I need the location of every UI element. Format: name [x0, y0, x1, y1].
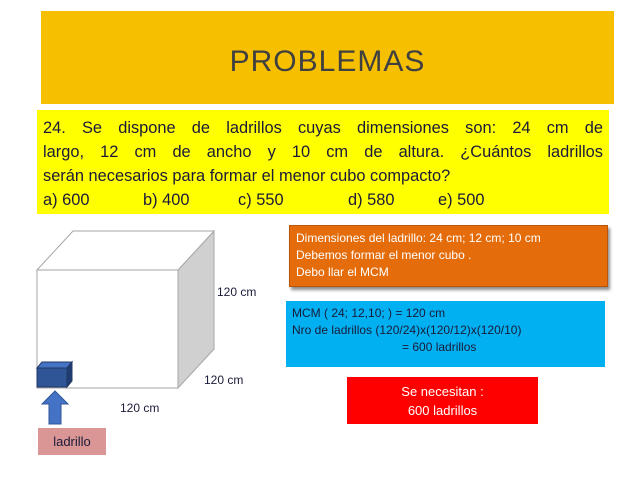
mcm-calculation-box: [286, 301, 605, 367]
answer-box: [347, 377, 538, 424]
brick-label: [38, 428, 106, 455]
problem-line-2: largo, 12 cm de ancho y 10 cm de altura. ¿Cuántos ladrillos: [43, 143, 603, 161]
cube-height-label: 120 cm: [217, 285, 257, 299]
option-c: c) 550: [238, 191, 284, 209]
problem-line-1: 24. Se dispone de ladrillos cuyas dimensiones son: 24 cm de: [43, 119, 603, 137]
option-a: a) 600: [43, 191, 90, 209]
option-e: e) 500: [438, 191, 485, 209]
orange-line-3: Debo llar el MCM: [296, 265, 389, 279]
page-title: PROBLEMAS: [229, 44, 426, 78]
cube-depth-label: 120 cm: [204, 373, 244, 387]
orange-line-1: Dimensiones del ladrillo: 24 cm; 12 cm; 10 cm: [296, 231, 541, 245]
blue-line-3: = 600 ladrillos: [402, 340, 477, 354]
blue-line-2: Nro de ladrillos (120/24)x(120/12)x(120/10): [292, 323, 522, 337]
brick-top: [37, 362, 72, 368]
orange-line-2: Debemos formar el menor cubo .: [296, 248, 472, 262]
brick-dimensions-box: [289, 225, 608, 287]
problem-line-3: serán necesarios para formar el menor cubo compacto?: [43, 167, 451, 185]
arrow-up-icon: [42, 391, 68, 424]
option-d: d) 580: [348, 191, 395, 209]
red-line-2: 600 ladrillos: [407, 402, 478, 418]
red-line-1: Se necesitan :: [401, 383, 484, 399]
cube-width-label: 120 cm: [120, 401, 160, 415]
brick-label-text: ladrillo: [53, 434, 91, 449]
option-b: b) 400: [143, 191, 190, 209]
blue-line-1: MCM ( 24; 12,10; ) = 120 cm: [292, 306, 446, 320]
brick-front: [37, 368, 67, 387]
